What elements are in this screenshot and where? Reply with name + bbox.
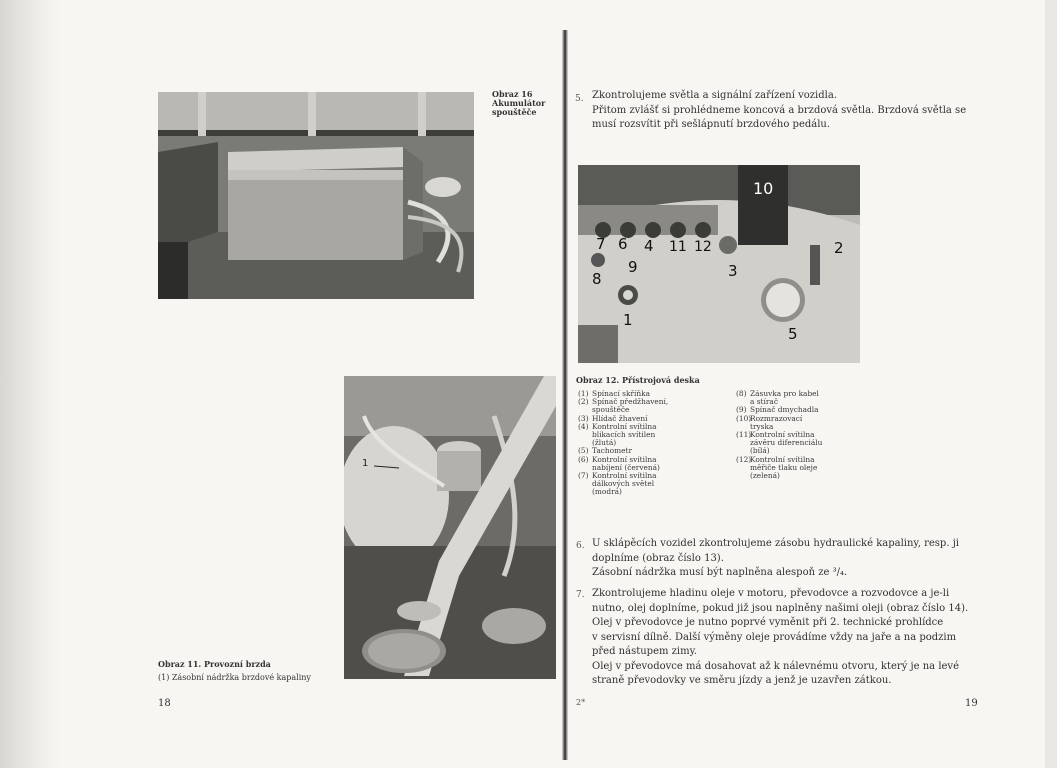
fig12-legend-left (578, 390, 728, 497)
legend-item (578, 472, 728, 497)
item7-line5: před nástupem zimy. (592, 646, 698, 657)
book-gutter (562, 30, 568, 760)
item5-text (592, 89, 982, 133)
legend-text: Kontrolní svítilna měřiče tlaku oleje (zelená) (750, 454, 818, 481)
item7-line1: Zkontrolujeme hladinu oleje v motoru, převodovce a rozvodovce a je-li (592, 588, 950, 599)
item5-line2: Přitom zvlášť si prohlédneme koncová a brzdová světla. Brzdová světla se (592, 104, 967, 116)
fig11-title: Obraz 11. Provozní brzda (158, 659, 271, 669)
dash-label-7: 7 (596, 235, 606, 253)
dash-label-9: 9 (628, 258, 638, 276)
right-page-edge (1045, 0, 1057, 768)
fig11-marker: 1 (362, 458, 369, 469)
item7-line3: Olej v převodovce je nutno poprvé vyměnit při 2. technické prohlídce (592, 617, 944, 628)
dash-label-8: 8 (592, 270, 602, 288)
item6-line1: U sklápěcích vozidel zkontrolujeme zásobu hydraulické kapaliny, resp. ji (592, 538, 959, 549)
left-page-number: 18 (158, 698, 171, 709)
fig12-legend-right (736, 390, 866, 480)
fig11-item: (1) Zásobní nádržka brzdové kapaliny (158, 673, 311, 682)
fig11-caption (158, 660, 348, 682)
legend-key: (5) (578, 446, 589, 456)
legend-key: (7) (578, 471, 589, 481)
item5-number: 5. (575, 94, 584, 104)
item7-number: 7. (576, 590, 585, 600)
item5-line3: musí rozsvítit při sešlápnutí brzdového pedálu. (592, 119, 831, 130)
item6-line3: Zásobní nádržka musí být naplněna alespoň ze ³/₄. (592, 567, 848, 578)
legend-key: (12) (736, 454, 752, 464)
legend-text: Spínač předžhavení, spouštěče (592, 397, 669, 415)
dash-label-5: 5 (788, 325, 798, 343)
item5-line1: Zkontrolujeme světla a signální zařízení vozidla. (592, 90, 837, 101)
dash-label-2: 2 (834, 239, 844, 257)
dashboard-photo (578, 165, 860, 363)
legend-key: (8) (736, 389, 747, 398)
brake-photo (344, 376, 556, 679)
legend-text: Hlídač žhavení (592, 413, 648, 423)
item7-text (592, 587, 976, 689)
legend-key: (9) (736, 405, 747, 415)
item6-number: 6. (576, 541, 585, 551)
legend-text: Kontrolní svítilna blikacích svítilen (žlutá) (592, 421, 657, 448)
fig16-caption (492, 90, 562, 117)
legend-key: (11) (736, 430, 752, 440)
legend-key: (4) (578, 421, 589, 431)
legend-text: Kontrolní svítilna nabíjení (červená) (592, 454, 660, 472)
dash-label-11: 11 (669, 239, 687, 255)
legend-key: (2) (578, 397, 589, 407)
dash-label-3: 3 (728, 262, 738, 280)
item7-line2: nutno, olej doplníme, pokud již jsou naplněny našimi oleji (obraz číslo 14). (592, 602, 969, 614)
legend-item (736, 456, 866, 481)
legend-key: (6) (578, 454, 589, 464)
legend-item (736, 431, 866, 456)
legend-key: (1) (578, 389, 589, 398)
legend-text: Tachometr (592, 446, 632, 456)
battery-photo (158, 92, 474, 299)
legend-key: (10) (736, 413, 752, 423)
fig16-label: Obraz 16 (492, 89, 533, 99)
dash-label-6: 6 (618, 235, 628, 253)
legend-text: Kontrolní svítilna dálkových světel (modrá) (592, 471, 657, 497)
legend-text: Rozmrazovací tryska (750, 413, 803, 431)
legend-item (578, 456, 728, 472)
signature-mark: 2* (576, 698, 586, 707)
page-edge-shadow (0, 0, 60, 768)
fig12-caption: Obraz 12. Přístrojová deska (576, 375, 700, 385)
item6-text (592, 537, 976, 581)
dash-label-12: 12 (694, 239, 712, 255)
item6-line2: doplníme (obraz číslo 13). (592, 552, 724, 564)
legend-text: Spínací skříňka (592, 389, 650, 398)
legend-text: Spínač dmychadla (750, 405, 819, 415)
legend-text: Kontrolní svítilna závěru diferenciálu (bílá) (750, 430, 823, 456)
legend-text: Zásuvka pro kabel a stírač (750, 389, 819, 407)
item7-line6: Olej v převodovce má dosahovat až k nálevnému otvoru, který je na levé (592, 660, 959, 672)
legend-item (578, 398, 728, 414)
legend-item (578, 423, 728, 448)
right-page-number: 19 (965, 698, 978, 709)
item7-line7: straně převodovky ve směru jízdy a jenž je uzavřen zátkou. (592, 675, 892, 686)
fig16-title-line1: Akumulátor (492, 98, 546, 108)
dash-label-10: 10 (753, 179, 774, 198)
dash-label-4: 4 (644, 237, 654, 255)
item7-line4: v servisní dílně. Další výměny oleje provádíme vždy na jaře a na podzim (592, 631, 957, 643)
legend-item (736, 415, 866, 431)
fig16-title-line2: spouštěče (492, 107, 537, 117)
legend-key: (3) (578, 413, 589, 423)
legend-item (736, 390, 866, 406)
dash-label-1: 1 (623, 311, 633, 329)
